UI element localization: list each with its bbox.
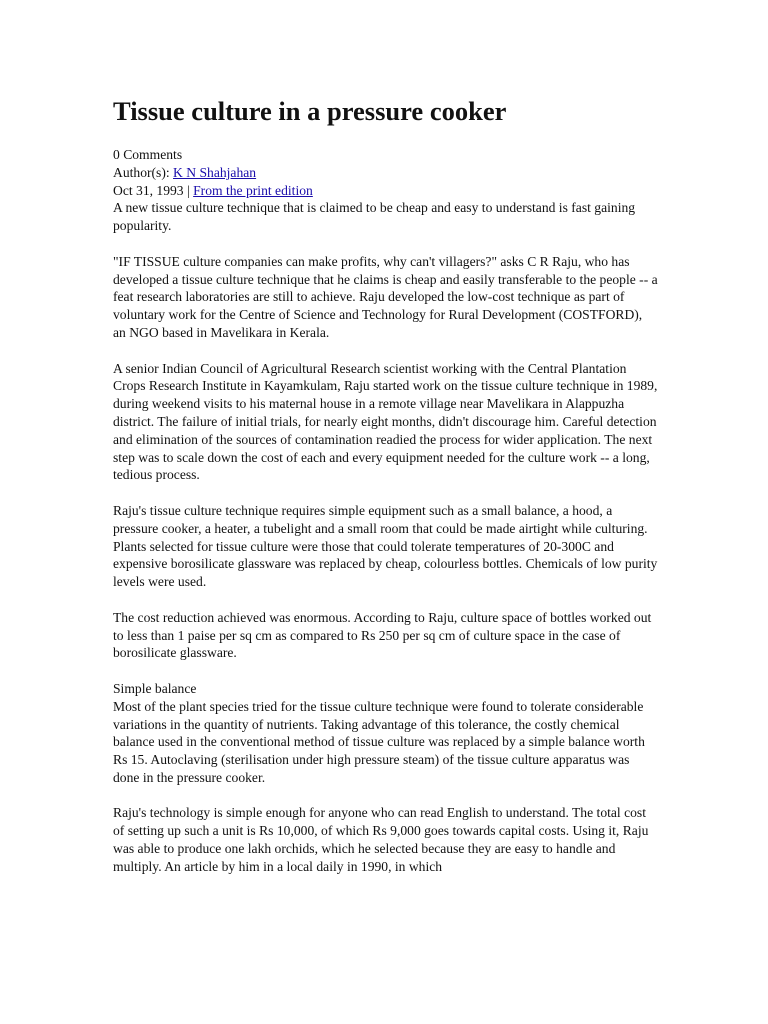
author-label: Author(s): — [113, 164, 174, 180]
lead-paragraph: A new tissue culture technique that is claimed to be cheap and easy to understand is fast gaining popularity. — [113, 200, 636, 234]
section-subheading: Simple balance — [113, 680, 197, 696]
body-paragraph: Most of the plant species tried for the tissue culture technique were found to tolerate considerable variations in the quantity of nutrients. Taking advantage of this tolerance, the costly chemical balance used in the conventional method of tissue culture was replaced by a simple balance worth Rs 15. Autoclaving (sterilisation under high pressure steam) of the tissue culture apparatus was done in the pressure cooker. — [113, 698, 645, 785]
author-line — [113, 164, 658, 182]
comments-count[interactable]: 0 Comments — [113, 147, 183, 162]
body-paragraph: The cost reduction achieved was enormous. According to Raju, culture space of bottles worked out to less than 1 paise per sq cm as compared to Rs 250 per sq cm of culture space in the case of borosilicate glassware. — [113, 609, 652, 661]
article-body — [113, 199, 658, 875]
date-line — [113, 182, 658, 200]
publish-date: Oct 31, 1993 | — [113, 182, 194, 198]
article — [113, 94, 658, 893]
body-paragraph: Raju's technology is simple enough for anyone who can read English to understand. The total cost of setting up such a unit is Rs 10,000, of which Rs 9,000 goes towards capital costs. Using it, Raju was able to produce one lakh orchids, which he selected because they are easy to handle and multiply. An article by him in a local daily in 1990, in which — [113, 805, 649, 874]
article-title: Tissue culture in a pressure cooker — [113, 96, 507, 126]
body-paragraph: Raju's tissue culture technique requires simple equipment such as a small balance, a hood, a pressure cooker, a heater, a tubelight and a small room that could be made airtight while culturing. Plants selected for tissue culture were those that could tolerate temperatures of 20-300C and expensive borosilicate glassware was replaced by cheap, colourless bottles. Chemicals of low purity levels were used. — [113, 502, 658, 590]
author-link[interactable]: K N Shahjahan — [173, 164, 257, 180]
body-paragraph: "IF TISSUE culture companies can make profits, why can't villagers?" asks C R Raju, who has developed a tissue culture technique that he claims is cheap and easily transferable to the people -- a feat research laboratories are still to achieve. Raju developed the low-cost technique as part of voluntary work for the Centre of Science and Technology for Rural Development (COSTFORD), an NGO based in Mavelikara in Kerala. — [113, 253, 658, 340]
print-edition-link[interactable]: From the print edition — [193, 182, 313, 198]
body-paragraph: A senior Indian Council of Agricultural Research scientist working with the Central Plantation Crops Research Institute in Kayamkulam, Raju started work on the tissue culture technique in 1989, during weekend visits to his maternal house in a remote village near Mavelikara in Alappuzha district. The failure of initial trials, for nearly eight months, didn't discourage him. Careful detection and elimination of the sources of contamination readied the process for wider application. The next step was to scale down the cost of each and every equipment needed for the culture work -- a long, tedious process. — [113, 360, 658, 483]
